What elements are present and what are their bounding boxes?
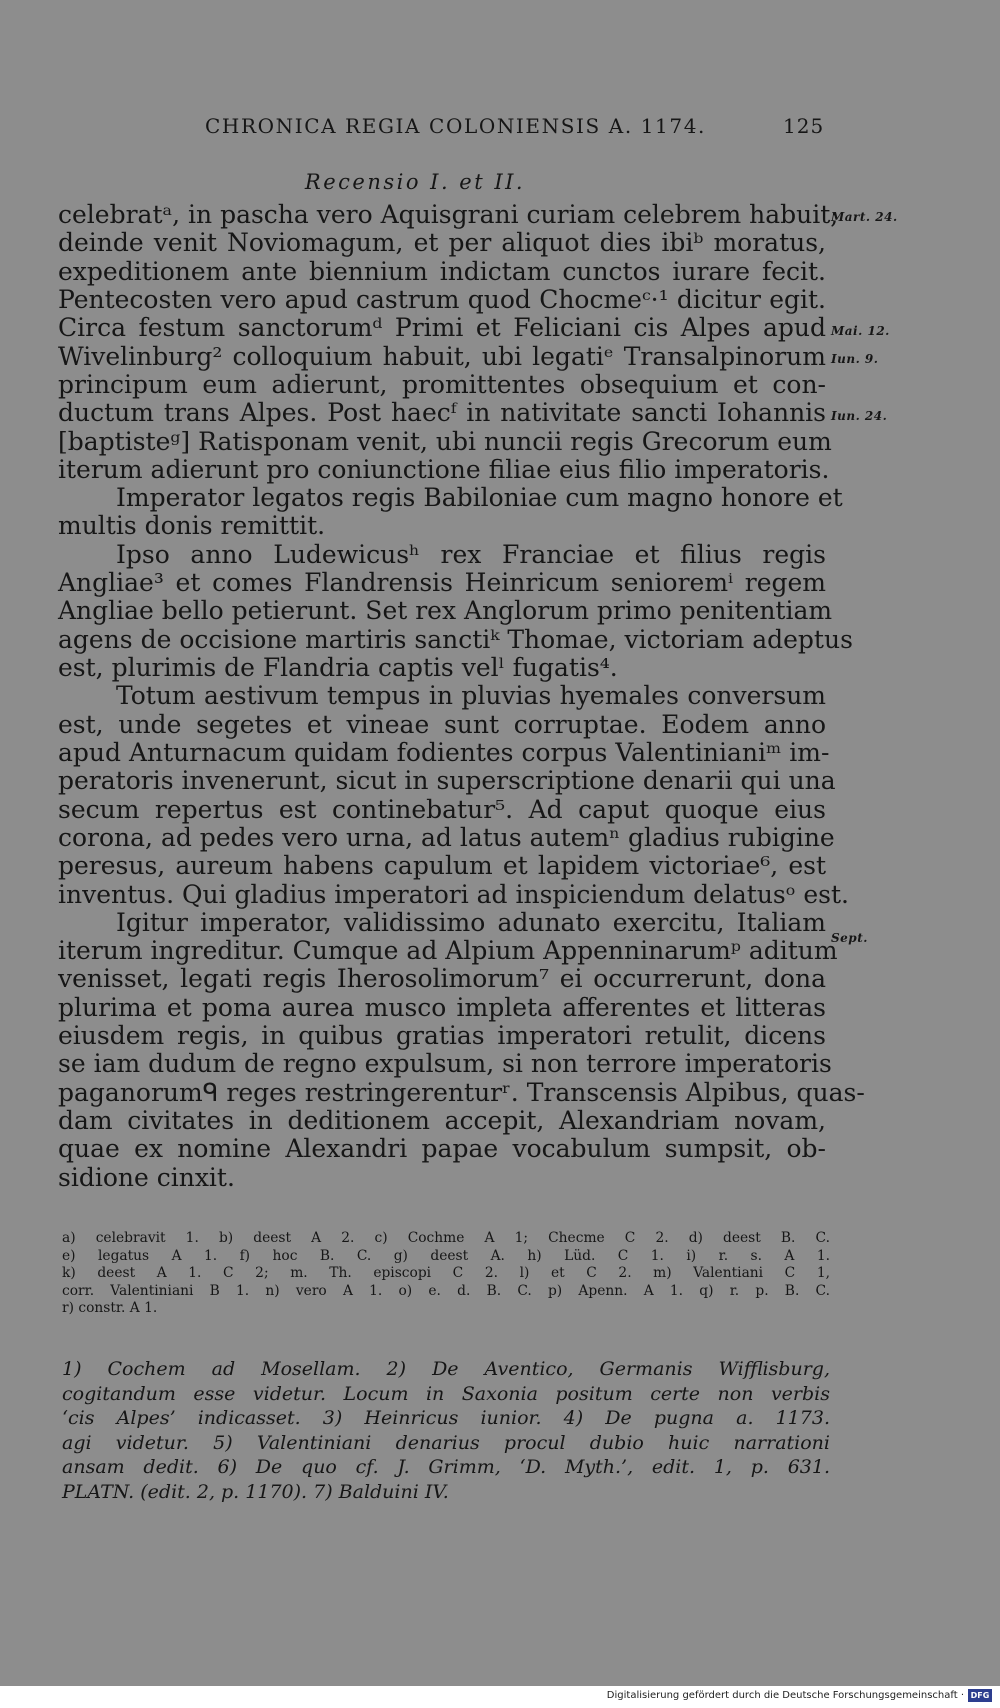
text-line: Circa festum sanctorumᵈ Primi et Feliciani cis Alpes apud (58, 313, 826, 343)
text-line: apud Anturnacum quidam fodientes corpus Valentinianiᵐ im- (58, 737, 830, 767)
text-line: celebratᵃ, in pascha vero Aquisgrani curiam celebrem habuit; (58, 200, 839, 229)
margin-date-note: Mart. 24. (831, 210, 898, 224)
text-line: multis donis remittit. (58, 511, 326, 541)
recension-heading: Recensio I. et II. (304, 170, 526, 194)
variant-line: e) legatus A 1. f) hoc B. C. g) deest A. h) Lüd. C 1. i) r. s. A 1. (62, 1247, 830, 1264)
text-line: sidione cinxit. (58, 1162, 235, 1192)
footnote-line: PLATN. (edit. 2, p. 1170). 7) Balduini IV. (62, 1480, 449, 1503)
text-line: paganorumᑫ reges restringerenturʳ. Transcensis Alpibus, quas- (58, 1077, 865, 1107)
text-line: Imperator legatos regis Babiloniae cum magno honore et (116, 483, 843, 513)
text-line: Totum aestivum tempus in pluvias hyemales conversum (116, 681, 826, 711)
text-line: corona, ad pedes vero urna, ad latus autemⁿ gladius rubigine (58, 822, 835, 852)
footnote-line: agi videtur. 5) Valentiniani denarius procul dubio huic narrationi (62, 1431, 830, 1454)
text-line: secum repertus est continebatur⁵. Ad caput quoque eius (58, 794, 826, 824)
margin-date-note: Iun. 9. (831, 352, 879, 366)
text-line: plurima et poma aurea musco impleta afferentes et litteras (58, 992, 826, 1022)
text-line: Igitur imperator, validissimo adunato exercitu, Italiam (116, 907, 826, 937)
text-line: agens de occisione martiris sanctiᵏ Thomae, victoriam adeptus (58, 624, 853, 654)
text-line: est, plurimis de Flandria captis velˡ fugatis⁴. (58, 653, 618, 682)
text-line: se iam dudum de regno expulsum, si non terrore imperatoris (58, 1049, 832, 1079)
text-line: inventus. Qui gladius imperatori ad inspiciendum delatusᵒ est. (58, 879, 849, 909)
text-line: deinde venit Noviomagum, et per aliquot dies ibiᵇ moratus, (58, 228, 826, 258)
variant-line: r) constr. A 1. (62, 1300, 158, 1317)
digitization-credit: Digitalisierung gefördert durch die Deutsche Forschungsgemeinschaft · (606, 1690, 964, 1701)
text-line: peratoris invenerunt, sicut in superscriptione denarii qui una (58, 766, 836, 796)
text-line: ductum trans Alpes. Post haecᶠ in nativitate sancti Iohannis (58, 398, 826, 428)
margin-date-note: Iun. 24. (831, 409, 888, 423)
footnote-line: ‘cis Alpes’ indicasset. 3) Heinricus iunior. 4) De pugna a. 1173. (62, 1407, 830, 1430)
text-line: [baptisteᵍ] Ratisponam venit, ubi nuncii regis Grecorum eum (58, 426, 832, 456)
text-line: Pentecosten vero apud castrum quod Chocmeᶜ·¹ dicitur egit. (58, 284, 826, 314)
text-line: Angliae bello petierunt. Set rex Anglorum primo penitentiam (58, 596, 833, 626)
text-line: est, unde segetes et vineae sunt corruptae. Eodem anno (58, 709, 826, 739)
text-line: Angliae³ et comes Flandrensis Heinricum senioremⁱ regem (58, 568, 826, 598)
variant-line: k) deest A 1. C 2; m. Th. episcopi C 2. l) et C 2. m) Valentiani C 1, (62, 1265, 830, 1282)
dfg-logo: DFG (968, 1689, 992, 1702)
text-line: eiusdem regis, in quibus gratias imperatori retulit, dicens (58, 1021, 826, 1051)
running-header-title: CHRONICA REGIA COLONIENSIS A. 1174. (205, 114, 706, 138)
text-line: principum eum adierunt, promittentes obsequium et con- (58, 369, 826, 399)
text-line: Wivelinburg² colloquium habuit, ubi legatiᵉ Transalpinorum (58, 341, 826, 371)
text-line: iterum ingreditur. Cumque ad Alpium Appenninarumᵖ aditum (58, 936, 838, 966)
text-line: peresus, aureum habens capulum et lapidem victoriae⁶, est (58, 851, 826, 881)
variant-readings-apparatus (62, 1230, 830, 1318)
text-line: quae ex nomine Alexandri papae vocabulum sumpsit, ob- (58, 1134, 826, 1164)
footnote-line: cogitandum esse videtur. Locum in Saxonia positum certe non verbis (62, 1382, 830, 1405)
text-line: Ipso anno Ludewicusʰ rex Franciae et filius regis (116, 539, 826, 569)
variant-line: a) celebravit 1. b) deest A 2. c) Cochme A 1; Checme C 2. d) deest B. C. (62, 1230, 830, 1246)
footnote-line: ansam dedit. 6) De quo cf. J. Grimm, ‘D. Myth.’, edit. 1, p. 631. (62, 1456, 830, 1479)
page-number: 125 (783, 114, 825, 138)
text-line: expeditionem ante biennium indictam cunctos iurare fecit. (58, 256, 826, 286)
text-line: venisset, legati regis Iherosolimorum⁷ ei occurrerunt, dona (58, 964, 826, 994)
margin-date-note: Sept. (831, 931, 868, 945)
variant-line: corr. Valentiniani B 1. n) vero A 1. o) e. d. B. C. p) Apenn. A 1. q) r. p. B. C. (62, 1282, 830, 1299)
footnotes (62, 1357, 830, 1505)
margin-date-note: Mai. 12. (831, 324, 890, 338)
text-line: iterum adierunt pro coniunctione filiae eius filio imperatoris. (58, 454, 830, 484)
text-line: dam civitates in deditionem accepit, Alexandriam novam, (58, 1106, 826, 1135)
footnote-line: 1) Cochem ad Mosellam. 2) De Aventico, Germanis Wifflisburg, (62, 1358, 830, 1380)
